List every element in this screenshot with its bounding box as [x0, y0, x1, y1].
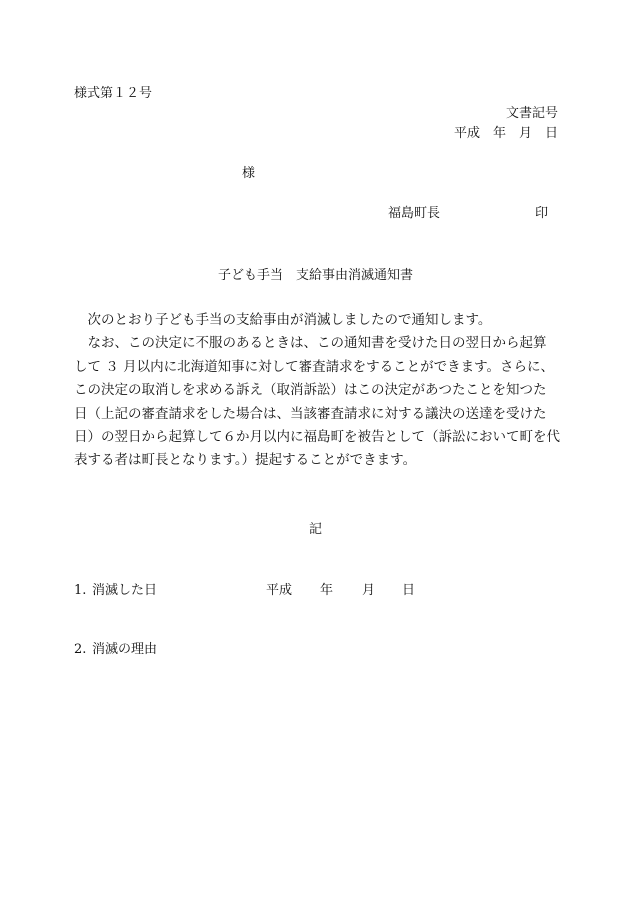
ki-label: 記 [309, 522, 323, 537]
body-line: して ３ 月以内に北海道知事に対して審査請求をすることができます。さらに、 [74, 358, 555, 375]
issuer-title: 福島町長 [388, 206, 441, 221]
body-line: 表する者は町長となります。）提起することができます。 [74, 452, 417, 469]
notice-body [74, 309, 558, 473]
document-title: 子ども手当 支給事由消滅通知書 [218, 268, 414, 283]
body-line: 次のとおり子ども手当の支給事由が消滅しましたので通知します。 [74, 312, 492, 328]
addressee-suffix: 様 [242, 166, 256, 181]
seal-mark: 印 [535, 206, 549, 221]
body-line: この決定の取消しを求める訴え（取消訴訟）はこの決定があつたことを知つた [74, 382, 547, 399]
body-line: 日（上記の審査請求をした場合は、当該審査請求に対する議決の送達を受けた [74, 405, 547, 422]
date-era: 平成 [266, 583, 293, 598]
body-line: 日）の翌日から起算して６か月以内に福島町を被告として（訴訟において町を代 [74, 428, 560, 445]
date-header: 平成 年 月 日 [453, 126, 558, 141]
item-number: 1. [74, 583, 87, 598]
item-label: 消滅した日 [92, 583, 158, 598]
date-year-unit: 年 [320, 583, 334, 598]
date-month-unit: 月 [362, 583, 376, 598]
body-line: なお、この決定に不服のあるときは、この通知書を受けた日の翌日から起算 [74, 335, 547, 352]
date-day-unit: 日 [402, 583, 416, 598]
item-label: 消滅の理由 [92, 642, 158, 657]
form-number: 様式第１２号 [74, 86, 153, 101]
document-number-label: 文書記号 [505, 106, 558, 121]
item-number: 2. [74, 642, 87, 657]
